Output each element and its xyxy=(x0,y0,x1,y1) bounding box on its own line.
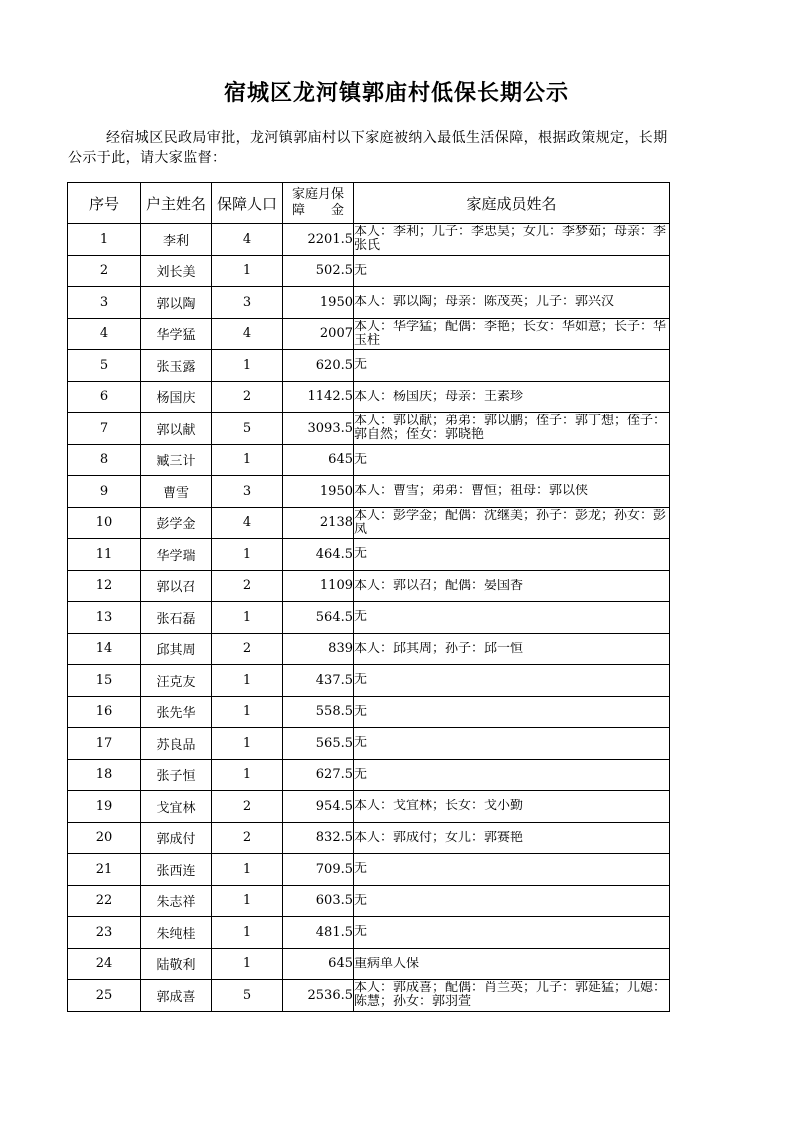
family-members xyxy=(354,224,670,256)
family-members-text: 本人：郭以陶；母亲：陈茂英；儿子：郭兴汉 xyxy=(354,295,615,310)
covered-count: 1 xyxy=(212,885,283,917)
covered-count: 2 xyxy=(212,570,283,602)
covered-count: 1 xyxy=(212,759,283,791)
row-index: 24 xyxy=(68,948,141,980)
table-row xyxy=(68,885,670,917)
householder-name: 汪克友 xyxy=(141,665,212,697)
family-members-text: 本人：郭成喜；配偶：肖兰英；儿子：郭延猛；儿媳：陈慧；孙女：郭羽萱 xyxy=(354,981,667,1010)
family-members-text: 本人：李利；儿子：李忠昊；女儿：李梦茹；母亲：李张氏 xyxy=(354,225,667,254)
monthly-amount: 603.5 xyxy=(283,885,354,917)
monthly-amount: 564.5 xyxy=(283,602,354,634)
header-amount-line2: 障 金 xyxy=(291,203,344,218)
monthly-amount: 645 xyxy=(283,444,354,476)
table-row xyxy=(68,413,670,445)
monthly-amount: 2201.5 xyxy=(283,224,354,256)
header-count: 保障人口 xyxy=(212,183,283,224)
monthly-amount: 1142.5 xyxy=(283,381,354,413)
family-members-text: 无 xyxy=(354,547,368,562)
row-index: 13 xyxy=(68,602,141,634)
row-index: 11 xyxy=(68,539,141,571)
covered-count: 5 xyxy=(212,980,283,1012)
monthly-amount: 1950 xyxy=(283,287,354,319)
monthly-amount: 620.5 xyxy=(283,350,354,382)
householder-name: 李利 xyxy=(141,224,212,256)
covered-count: 1 xyxy=(212,602,283,634)
row-index: 18 xyxy=(68,759,141,791)
row-index: 22 xyxy=(68,885,141,917)
table-row xyxy=(68,507,670,539)
row-index: 10 xyxy=(68,507,141,539)
family-members xyxy=(354,728,670,760)
row-index: 1 xyxy=(68,224,141,256)
family-members-text: 无 xyxy=(354,893,368,908)
row-index: 23 xyxy=(68,917,141,949)
family-members xyxy=(354,917,670,949)
covered-count: 1 xyxy=(212,350,283,382)
family-members-text: 无 xyxy=(354,767,368,782)
family-members xyxy=(354,980,670,1012)
row-index: 21 xyxy=(68,854,141,886)
monthly-amount: 437.5 xyxy=(283,665,354,697)
covered-count: 5 xyxy=(212,413,283,445)
covered-count: 4 xyxy=(212,318,283,350)
covered-count: 2 xyxy=(212,633,283,665)
family-members-text: 重病单人保 xyxy=(354,956,420,971)
row-index: 14 xyxy=(68,633,141,665)
row-index: 16 xyxy=(68,696,141,728)
family-members-text: 无 xyxy=(354,925,368,940)
row-index: 19 xyxy=(68,791,141,823)
householder-name: 刘长美 xyxy=(141,255,212,287)
family-members-text: 本人：郭以献；弟弟：郭以鹏；侄子：郭丁想；侄子：郭自然；侄女：郭晓艳 xyxy=(354,414,667,443)
householder-name: 张子恒 xyxy=(141,759,212,791)
header-index: 序号 xyxy=(68,183,141,224)
table-row xyxy=(68,822,670,854)
covered-count: 3 xyxy=(212,476,283,508)
row-index: 6 xyxy=(68,381,141,413)
family-members-text: 本人：戈宜林；长女：戈小勤 xyxy=(354,799,524,814)
family-members xyxy=(354,539,670,571)
table-row xyxy=(68,917,670,949)
covered-count: 1 xyxy=(212,539,283,571)
family-members-text: 本人：华学猛；配偶：李艳；长女：华如意；长子：华玉柱 xyxy=(354,319,667,348)
householder-name: 郭成喜 xyxy=(141,980,212,1012)
family-members xyxy=(354,665,670,697)
householder-name: 邱其周 xyxy=(141,633,212,665)
householder-name: 张先华 xyxy=(141,696,212,728)
table-row xyxy=(68,318,670,350)
family-members xyxy=(354,602,670,634)
row-index: 17 xyxy=(68,728,141,760)
family-members-text: 无 xyxy=(354,862,368,877)
monthly-amount: 1109 xyxy=(283,570,354,602)
monthly-amount: 565.5 xyxy=(283,728,354,760)
householder-name: 郭以献 xyxy=(141,413,212,445)
table-row xyxy=(68,444,670,476)
covered-count: 4 xyxy=(212,224,283,256)
family-members xyxy=(354,350,670,382)
table-row xyxy=(68,224,670,256)
table-row xyxy=(68,665,670,697)
family-members-text: 本人：彭学金；配偶：沈继美；孙子：彭龙；孙女：彭凤 xyxy=(354,508,667,537)
subsistence-table xyxy=(67,182,670,1012)
table-row xyxy=(68,539,670,571)
family-members-text: 本人：杨国庆；母亲：王素珍 xyxy=(354,389,524,404)
householder-name: 曹雪 xyxy=(141,476,212,508)
table-row xyxy=(68,759,670,791)
table-row xyxy=(68,570,670,602)
monthly-amount: 2536.5 xyxy=(283,980,354,1012)
family-members xyxy=(354,255,670,287)
table-row xyxy=(68,948,670,980)
table-row xyxy=(68,728,670,760)
family-members xyxy=(354,791,670,823)
covered-count: 1 xyxy=(212,948,283,980)
family-members-text: 本人：郭以召；配偶：晏国香 xyxy=(354,578,524,593)
family-members xyxy=(354,759,670,791)
table-body xyxy=(68,224,670,1012)
monthly-amount: 709.5 xyxy=(283,854,354,886)
family-members xyxy=(354,381,670,413)
table-row xyxy=(68,791,670,823)
householder-name: 郭以召 xyxy=(141,570,212,602)
page-title: 宿城区龙河镇郭庙村低保长期公示 xyxy=(223,81,569,106)
householder-name: 张西连 xyxy=(141,854,212,886)
monthly-amount: 464.5 xyxy=(283,539,354,571)
family-members-text: 本人：郭成付；女儿：郭赛艳 xyxy=(354,830,524,845)
monthly-amount: 645 xyxy=(283,948,354,980)
covered-count: 1 xyxy=(212,444,283,476)
header-householder: 户主姓名 xyxy=(141,183,212,224)
family-members-text: 无 xyxy=(354,673,368,688)
row-index: 4 xyxy=(68,318,141,350)
table-row xyxy=(68,287,670,319)
covered-count: 2 xyxy=(212,822,283,854)
covered-count: 4 xyxy=(212,507,283,539)
table-row xyxy=(68,696,670,728)
householder-name: 戈宜林 xyxy=(141,791,212,823)
table-row xyxy=(68,633,670,665)
family-members-text: 本人：曹雪；弟弟：曹恒；祖母：郭以侠 xyxy=(354,484,589,499)
family-members-text: 无 xyxy=(354,610,368,625)
table-row xyxy=(68,980,670,1012)
family-members xyxy=(354,854,670,886)
header-amount-line1: 家庭月保 xyxy=(291,187,344,202)
covered-count: 1 xyxy=(212,665,283,697)
family-members xyxy=(354,822,670,854)
monthly-amount: 481.5 xyxy=(283,917,354,949)
monthly-amount: 1950 xyxy=(283,476,354,508)
intro-paragraph: 经宿城区民政局审批，龙河镇郭庙村以下家庭被纳入最低生活保障，根据政策规定，长期公示于此，请大家监督： xyxy=(68,130,668,166)
monthly-amount: 558.5 xyxy=(283,696,354,728)
householder-name: 华学猛 xyxy=(141,318,212,350)
covered-count: 3 xyxy=(212,287,283,319)
table-row xyxy=(68,602,670,634)
monthly-amount: 627.5 xyxy=(283,759,354,791)
row-index: 8 xyxy=(68,444,141,476)
householder-name: 彭学金 xyxy=(141,507,212,539)
covered-count: 2 xyxy=(212,381,283,413)
row-index: 20 xyxy=(68,822,141,854)
row-index: 15 xyxy=(68,665,141,697)
table-row xyxy=(68,381,670,413)
header-members: 家庭成员姓名 xyxy=(354,183,670,224)
householder-name: 杨国庆 xyxy=(141,381,212,413)
family-members xyxy=(354,318,670,350)
monthly-amount: 954.5 xyxy=(283,791,354,823)
monthly-amount: 502.5 xyxy=(283,255,354,287)
monthly-amount: 839 xyxy=(283,633,354,665)
householder-name: 臧三计 xyxy=(141,444,212,476)
householder-name: 苏良品 xyxy=(141,728,212,760)
family-members xyxy=(354,444,670,476)
family-members xyxy=(354,885,670,917)
row-index: 9 xyxy=(68,476,141,508)
row-index: 5 xyxy=(68,350,141,382)
table-row xyxy=(68,854,670,886)
householder-name: 朱纯桂 xyxy=(141,917,212,949)
family-members-text: 无 xyxy=(354,704,368,719)
row-index: 25 xyxy=(68,980,141,1012)
family-members xyxy=(354,287,670,319)
monthly-amount: 832.5 xyxy=(283,822,354,854)
row-index: 7 xyxy=(68,413,141,445)
family-members xyxy=(354,696,670,728)
table-row xyxy=(68,255,670,287)
family-members xyxy=(354,570,670,602)
covered-count: 2 xyxy=(212,791,283,823)
householder-name: 陆敬利 xyxy=(141,948,212,980)
family-members xyxy=(354,948,670,980)
householder-name: 郭以陶 xyxy=(141,287,212,319)
householder-name: 郭成付 xyxy=(141,822,212,854)
householder-name: 华学瑞 xyxy=(141,539,212,571)
householder-name: 张玉露 xyxy=(141,350,212,382)
monthly-amount: 3093.5 xyxy=(283,413,354,445)
covered-count: 1 xyxy=(212,696,283,728)
family-members xyxy=(354,507,670,539)
row-index: 12 xyxy=(68,570,141,602)
family-members-text: 本人：邱其周；孙子：邱一恒 xyxy=(354,641,524,656)
table-row xyxy=(68,350,670,382)
covered-count: 1 xyxy=(212,255,283,287)
covered-count: 1 xyxy=(212,917,283,949)
row-index: 2 xyxy=(68,255,141,287)
row-index: 3 xyxy=(68,287,141,319)
table-header-row xyxy=(68,183,670,224)
family-members xyxy=(354,413,670,445)
family-members-text: 无 xyxy=(354,452,368,467)
householder-name: 朱志祥 xyxy=(141,885,212,917)
family-members-text: 无 xyxy=(354,358,368,373)
family-members xyxy=(354,476,670,508)
family-members-text: 无 xyxy=(354,263,368,278)
header-amount xyxy=(283,183,354,224)
table-row xyxy=(68,476,670,508)
covered-count: 1 xyxy=(212,728,283,760)
monthly-amount: 2138 xyxy=(283,507,354,539)
family-members xyxy=(354,633,670,665)
covered-count: 1 xyxy=(212,854,283,886)
family-members-text: 无 xyxy=(354,736,368,751)
householder-name: 张石磊 xyxy=(141,602,212,634)
monthly-amount: 2007 xyxy=(283,318,354,350)
